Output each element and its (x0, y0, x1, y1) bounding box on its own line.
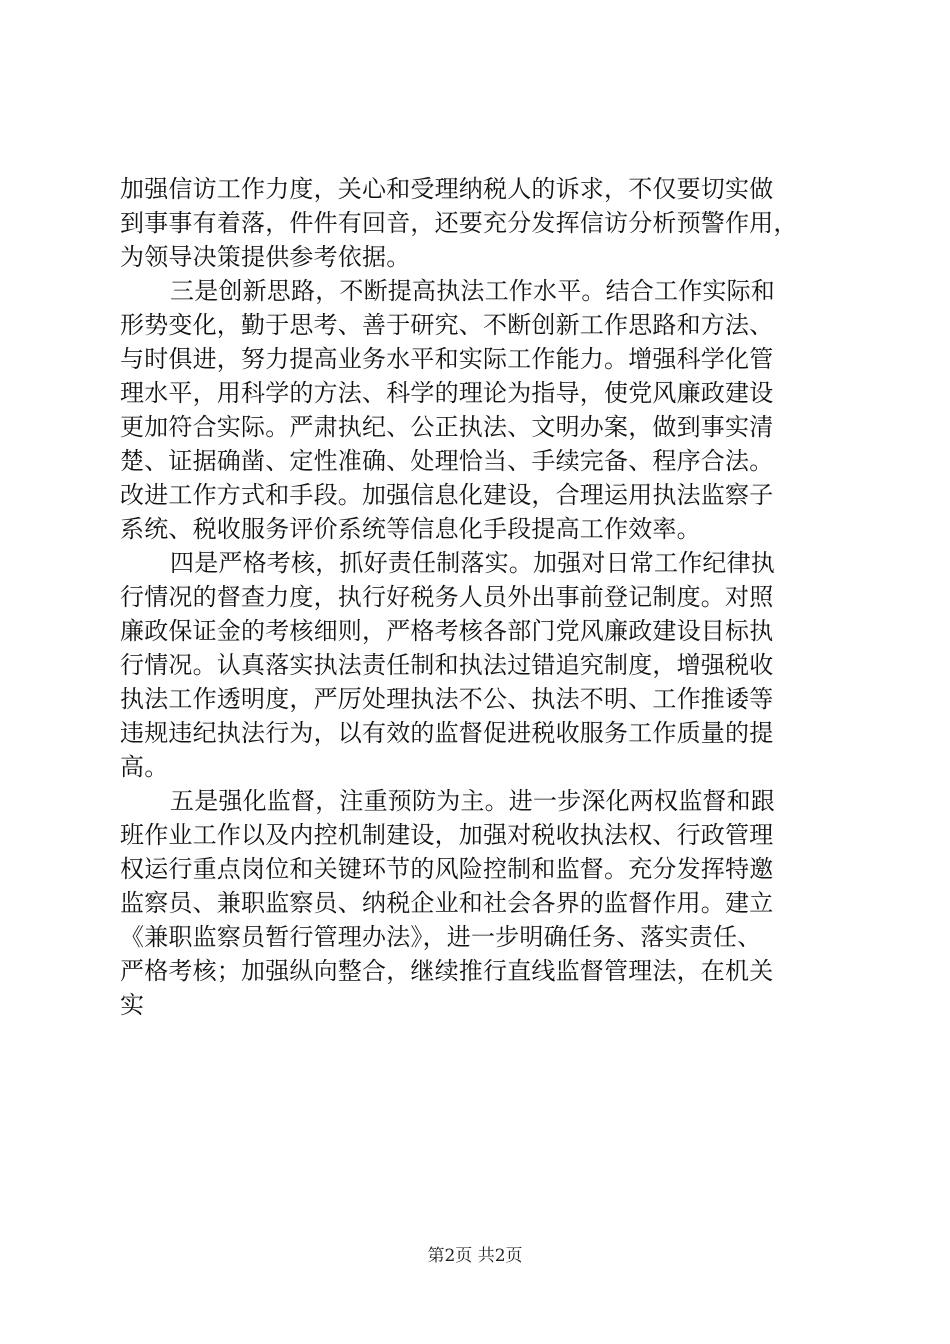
document-body (120, 172, 835, 1022)
text-line: 改进工作方式和手段。加强信息化建设，合理运用执法监察子 (120, 481, 774, 509)
paragraph-first-line: 三是创新思路，不断提高执法工作水平。结合工作实际和 (170, 277, 775, 305)
text-line: 更加符合实际。严肃执纪、公正执法、文明办案，做到事实清 (120, 413, 774, 441)
text-line: 实 (120, 991, 145, 1019)
text-line: 执法工作透明度，严厉处理执法不公、执法不明、工作推诿等 (120, 685, 774, 713)
text-line: 系统、税收服务评价系统等信息化手段提高工作效率。 (120, 515, 701, 543)
text-line: 行情况。认真落实执法责任制和执法过错追究制度，增强税收 (120, 651, 774, 679)
text-line: 严格考核；加强纵向整合，继续推行直线监督管理法，在机关 (120, 957, 774, 985)
text-line: 监察员、兼职监察员、纳税企业和社会各界的监督作用。建立 (120, 889, 774, 917)
paragraph-first-line: 五是强化监督，注重预防为主。进一步深化两权监督和跟 (170, 787, 775, 815)
paragraph-first-line: 四是严格考核，抓好责任制落实。加强对日常工作纪律执 (170, 549, 775, 577)
text-line: 高。 (120, 753, 169, 781)
text-line: 权运行重点岗位和关键环节的风险控制和监督。充分发挥特邀 (120, 855, 774, 883)
text-line: 班作业工作以及内控机制建设，加强对税收执法权、行政管理 (120, 821, 774, 849)
text-line: 《兼职监察员暂行管理办法》，进一步明确任务、落实责任、 (120, 923, 762, 951)
text-line: 理水平，用科学的方法、科学的理论为指导，使党风廉政建设 (120, 379, 774, 407)
text-line: 廉政保证金的考核细则，严格考核各部门党风廉政建设目标执 (120, 617, 774, 645)
text-line: 行情况的督查力度，执行好税务人员外出事前登记制度。对照 (120, 583, 774, 611)
text-line: 到事事有着落，件件有回音，还要充分发挥信访分析预警作用， (120, 209, 798, 237)
text-line: 形势变化，勤于思考、善于研究、不断创新工作思路和方法、 (120, 311, 774, 339)
text-line: 违规违纪执法行为，以有效的监督促进税收服务工作质量的提 (120, 719, 774, 747)
text-line: 为领导决策提供参考依据。 (120, 243, 411, 271)
text-line: 与时俱进，努力提高业务水平和实际工作能力。增强科学化管 (120, 345, 774, 373)
text-line: 加强信访工作力度，关心和受理纳税人的诉求，不仅要切实做 (120, 175, 774, 203)
text-line: 楚、证据确凿、定性准确、处理恰当、手续完备、程序合法。 (120, 447, 774, 475)
page-footer: 第2页 共2页 (427, 1246, 523, 1266)
